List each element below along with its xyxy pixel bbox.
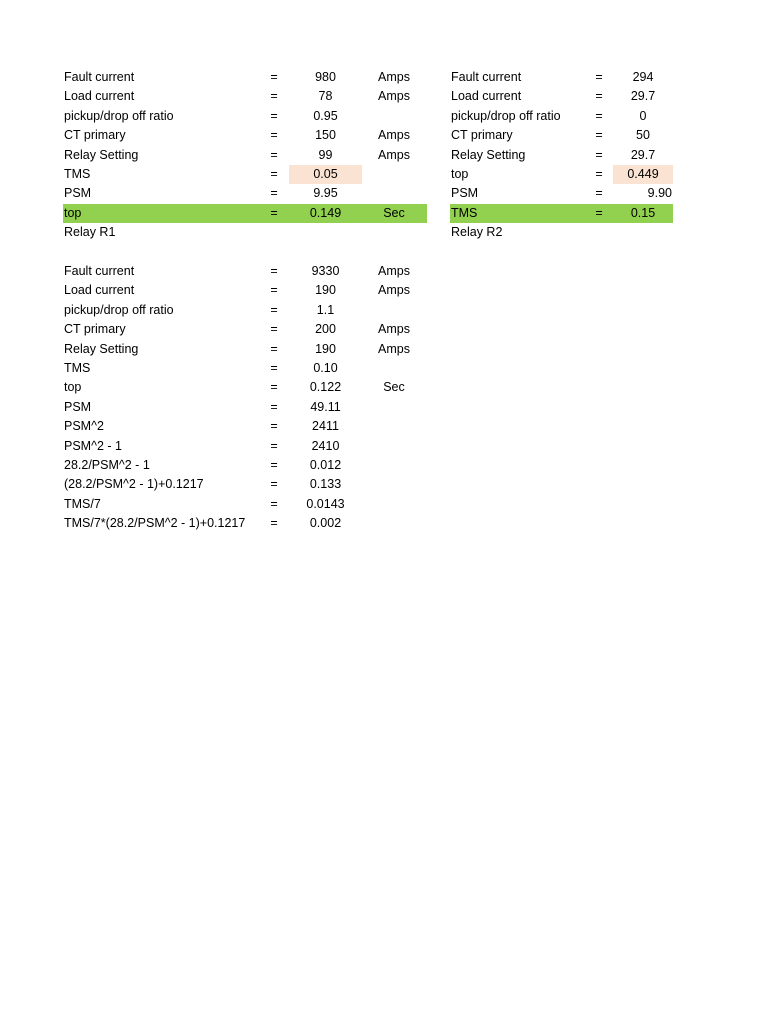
relay-r1-caption[interactable]: Relay R1 [64, 225, 116, 240]
row-ratio-term [0, 456, 430, 475]
cell-value[interactable]: 0.002 [309, 516, 342, 531]
cell-label[interactable]: pickup/drop off ratio [64, 302, 174, 317]
cell-equals[interactable]: = [270, 322, 278, 337]
cell-value[interactable]: 1.1 [316, 302, 335, 317]
cell-unit[interactable]: Amps [378, 283, 410, 298]
cell-value[interactable]: 2411 [312, 419, 339, 434]
cell-unit[interactable] [365, 475, 423, 494]
cell-unit[interactable]: Amps [378, 128, 410, 143]
cell-label[interactable]: Fault current [64, 70, 135, 84]
cell-equals[interactable]: = [270, 419, 278, 434]
cell-value[interactable]: 0.149 [309, 205, 342, 220]
cell-value[interactable]: 190 [315, 283, 336, 298]
cell-equals[interactable]: = [270, 128, 278, 143]
cell-unit[interactable] [365, 359, 423, 378]
cell-label[interactable]: Load current [64, 89, 135, 104]
row-ct-primary [0, 126, 768, 145]
cell-label[interactable]: CT primary [64, 128, 126, 143]
cell-unit[interactable] [365, 495, 423, 514]
cell-unit[interactable]: Amps [378, 147, 410, 162]
cell-label[interactable]: Fault current [451, 70, 522, 84]
row-fault-current [0, 262, 430, 281]
cell-value[interactable]: 29.7 [630, 89, 656, 104]
cell-equals[interactable]: = [270, 496, 278, 511]
cell-value[interactable]: 0.05 [313, 166, 338, 181]
cell-equals[interactable]: = [270, 516, 278, 531]
row-tms-result [0, 204, 768, 223]
cell-value[interactable]: 0.95 [313, 108, 338, 123]
cell-label[interactable]: PSM [64, 186, 92, 201]
row-tms-over-seven [0, 495, 430, 514]
cell-value[interactable]: 2410 [311, 438, 340, 453]
cell-unit[interactable]: Amps [378, 264, 410, 278]
cell-equals[interactable]: = [595, 128, 603, 143]
cell-value[interactable]: 0.15 [630, 205, 656, 220]
cell-equals[interactable]: = [595, 166, 603, 181]
cell-label[interactable]: pickup/drop off ratio [451, 108, 561, 123]
row-load-current [0, 87, 768, 106]
cell-label[interactable]: CT primary [64, 322, 126, 337]
row-relay-setting [0, 340, 430, 359]
cell-equals[interactable]: = [270, 205, 278, 220]
cell-equals[interactable]: = [270, 166, 278, 181]
cell-unit[interactable]: Amps [378, 89, 410, 104]
cell-label[interactable]: Load current [64, 283, 135, 298]
cell-unit[interactable]: Amps [378, 70, 410, 84]
cell-value[interactable]: 200 [315, 322, 336, 337]
cell-label[interactable]: TMS/7*(28.2/PSM^2 - 1)+0.1217 [64, 516, 246, 531]
cell-value[interactable]: 0.0143 [306, 496, 345, 511]
cell-label[interactable]: 28.2/PSM^2 - 1 [64, 457, 150, 472]
row-psm-squared [0, 417, 430, 436]
cell-value[interactable]: 294 [632, 70, 654, 84]
cell-equals[interactable]: = [270, 89, 278, 104]
cell-label[interactable]: CT primary [451, 128, 513, 143]
cell-value[interactable]: 0.012 [309, 457, 342, 472]
cell-value[interactable]: 0.133 [309, 477, 342, 492]
row-final-product [0, 514, 430, 533]
cell-label[interactable]: top [64, 380, 82, 395]
cell-value[interactable]: 190 [315, 341, 336, 356]
cell-value[interactable]: 50 [636, 128, 650, 143]
cell-label[interactable]: TMS [64, 166, 91, 181]
cell-value[interactable]: 0.10 [313, 360, 338, 375]
cell-unit[interactable] [365, 417, 423, 436]
cell-equals[interactable]: = [595, 147, 603, 162]
row-relay-setting [0, 146, 768, 165]
cell-label[interactable]: PSM^2 [64, 419, 104, 434]
cell-equals[interactable]: = [595, 70, 603, 84]
row-tms [0, 359, 430, 378]
cell-unit[interactable] [365, 514, 423, 533]
row-pickup-ratio [0, 301, 430, 320]
cell-equals[interactable]: = [595, 89, 603, 104]
cell-value[interactable]: 150 [315, 128, 336, 143]
cell-unit[interactable] [365, 398, 423, 417]
cell-unit[interactable] [365, 437, 423, 456]
row-psm [0, 398, 430, 417]
row-pickup-ratio [0, 107, 768, 126]
cell-equals[interactable]: = [270, 399, 278, 414]
cell-equals[interactable]: = [270, 108, 278, 123]
cell-label[interactable]: Relay Setting [451, 147, 526, 162]
cell-label[interactable]: TMS [451, 205, 478, 220]
row-top [0, 165, 768, 184]
cell-value[interactable]: 0.449 [627, 166, 659, 181]
cell-unit[interactable]: Sec [383, 205, 405, 220]
cell-label[interactable]: Load current [451, 89, 522, 104]
cell-value[interactable]: 980 [315, 70, 336, 84]
row-psm [0, 184, 768, 203]
cell-label[interactable]: Fault current [64, 264, 135, 278]
cell-label[interactable]: PSM^2 - 1 [64, 438, 122, 453]
cell-equals[interactable]: = [270, 70, 278, 84]
cell-value[interactable]: 78 [318, 89, 333, 104]
cell-equals[interactable]: = [270, 457, 278, 472]
cell-value[interactable]: 9.90 [647, 186, 672, 201]
cell-unit[interactable] [365, 456, 423, 475]
cell-equals[interactable]: = [270, 360, 278, 375]
cell-equals[interactable]: = [270, 302, 278, 317]
cell-equals[interactable]: = [270, 438, 278, 453]
cell-value[interactable]: 49.11 [310, 399, 341, 414]
cell-label[interactable]: PSM [64, 399, 92, 414]
cell-label[interactable]: TMS/7 [64, 496, 101, 511]
cell-label[interactable]: PSM [451, 186, 479, 201]
cell-value[interactable]: 0 [639, 108, 647, 123]
cell-equals[interactable]: = [270, 186, 278, 201]
cell-equals[interactable]: = [270, 380, 278, 395]
relay-r2-table [0, 68, 768, 243]
cell-value[interactable]: 9.95 [313, 186, 338, 201]
row-fault-current [0, 68, 768, 87]
cell-label[interactable]: pickup/drop off ratio [64, 108, 174, 123]
cell-equals[interactable]: = [270, 283, 278, 298]
row-top [0, 378, 430, 397]
cell-label[interactable]: Relay Setting [64, 147, 139, 162]
cell-equals[interactable]: = [595, 186, 603, 201]
cell-unit[interactable]: Amps [378, 341, 410, 356]
cell-label[interactable]: TMS [64, 360, 91, 375]
cell-equals[interactable]: = [270, 147, 278, 162]
cell-equals[interactable]: = [270, 341, 278, 356]
cell-value[interactable]: 29.7 [630, 147, 656, 162]
cell-value[interactable]: 99 [318, 147, 333, 162]
cell-value[interactable]: 9330 [311, 264, 340, 278]
row-ct-primary [0, 320, 430, 339]
cell-label[interactable]: top [64, 205, 82, 220]
row-load-current [0, 281, 430, 300]
cell-unit[interactable]: Sec [383, 380, 405, 395]
cell-unit[interactable]: Amps [378, 322, 410, 337]
cell-equals[interactable]: = [270, 264, 278, 278]
cell-value[interactable]: 0.122 [309, 380, 342, 395]
cell-label[interactable]: top [451, 166, 469, 181]
row-ratio-term-plus-constant [0, 475, 430, 494]
row-caption [0, 223, 768, 242]
cell-equals[interactable]: = [270, 477, 278, 492]
cell-label[interactable]: Relay Setting [64, 341, 139, 356]
relay-r2-caption[interactable]: Relay R2 [451, 225, 503, 240]
cell-label[interactable]: (28.2/PSM^2 - 1)+0.1217 [64, 477, 204, 492]
cell-unit[interactable] [365, 301, 423, 320]
cell-equals[interactable]: = [595, 108, 603, 123]
calculation-table [0, 262, 430, 533]
cell-equals[interactable]: = [595, 205, 603, 220]
row-psm-squared-minus-one [0, 437, 430, 456]
